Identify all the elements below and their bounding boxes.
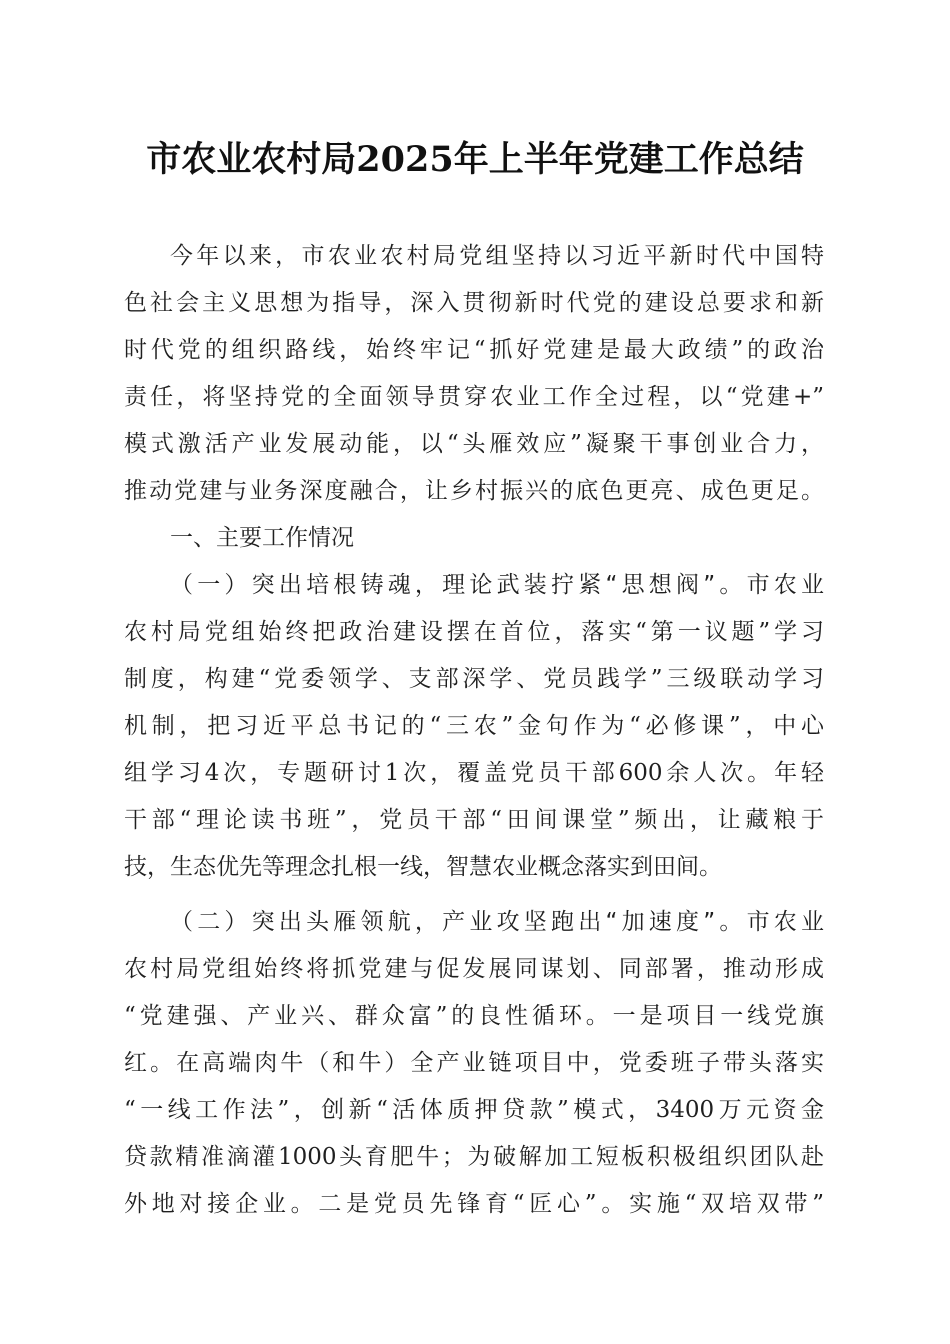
text-line: 农村局党组始终将抓党建与促发展同谋划、同部署，推动形成 bbox=[124, 956, 824, 982]
text-line bbox=[124, 562, 824, 609]
subsection-title: （二）突出头雁领航，产业攻坚跑出“加速度”。 bbox=[170, 909, 747, 935]
text-line: 红。在高端肉牛（和牛）全产业链项目中，党委班子带头落实 bbox=[124, 1050, 824, 1076]
document-body bbox=[124, 233, 824, 1228]
paragraph-gap bbox=[124, 891, 824, 899]
text-line: 农村局党组始终把政治建设摆在首位，落实“第一议题”学习 bbox=[124, 619, 824, 645]
text-line: 责任，将坚持党的全面领导贯穿农业工作全过程，以“党建+” bbox=[124, 384, 824, 410]
intro-paragraph bbox=[124, 233, 824, 515]
paragraph-part-1 bbox=[124, 562, 824, 891]
text-line: “一线工作法”，创新“活体质押贷款”模式，3400万元资金 bbox=[124, 1097, 824, 1123]
text-line: 制度，构建“党委领学、支部深学、党员践学”三级联动学习 bbox=[124, 666, 824, 692]
text-line: 时代党的组织路线，始终牢记“抓好党建是最大政绩”的政治 bbox=[124, 337, 824, 363]
text-line: 贷款精准滴灌1000头育肥牛；为破解加工短板积极组织团队赴 bbox=[124, 1144, 824, 1170]
text-line: 模式激活产业发展动能，以“头雁效应”凝聚干事创业合力， bbox=[124, 431, 824, 457]
text-line: 外地对接企业。二是党员先锋育“匠心”。实施“双培双带” bbox=[124, 1191, 824, 1217]
subsection-title: （一）突出培根铸魂，理论武装拧紧“思想阀”。 bbox=[170, 572, 747, 598]
text-line: 技，生态优先等理念扎根一线，智慧农业概念落实到田间。 bbox=[124, 854, 722, 880]
text-line: 今年以来，市农业农村局党组坚持以习近平新时代中国特 bbox=[170, 243, 824, 269]
paragraph-part-2 bbox=[124, 899, 824, 1228]
document-title: 市农业农村局2025年上半年党建工作总结 bbox=[146, 139, 804, 180]
text-line: 色社会主义思想为指导，深入贯彻新时代党的建设总要求和新 bbox=[124, 290, 824, 316]
text-line: 推动党建与业务深度融合，让乡村振兴的底色更亮、成色更足。 bbox=[124, 478, 824, 504]
text-fragment: 市农业 bbox=[746, 909, 824, 935]
text-line: 机制，把习近平总书记的“三农”金句作为“必修课”，中心 bbox=[124, 713, 824, 739]
text-line: “党建强、产业兴、群众富”的良性循环。一是项目一线党旗 bbox=[124, 1003, 824, 1029]
section-heading: 一、主要工作情况 bbox=[170, 525, 354, 551]
text-line bbox=[124, 899, 824, 946]
text-line: 组学习4次，专题研讨1次，覆盖党员干部600余人次。年轻 bbox=[124, 760, 824, 786]
text-fragment: 市农业 bbox=[746, 572, 824, 598]
text-line: 干部“理论读书班”，党员干部“田间课堂”频出，让藏粮于 bbox=[124, 807, 824, 833]
